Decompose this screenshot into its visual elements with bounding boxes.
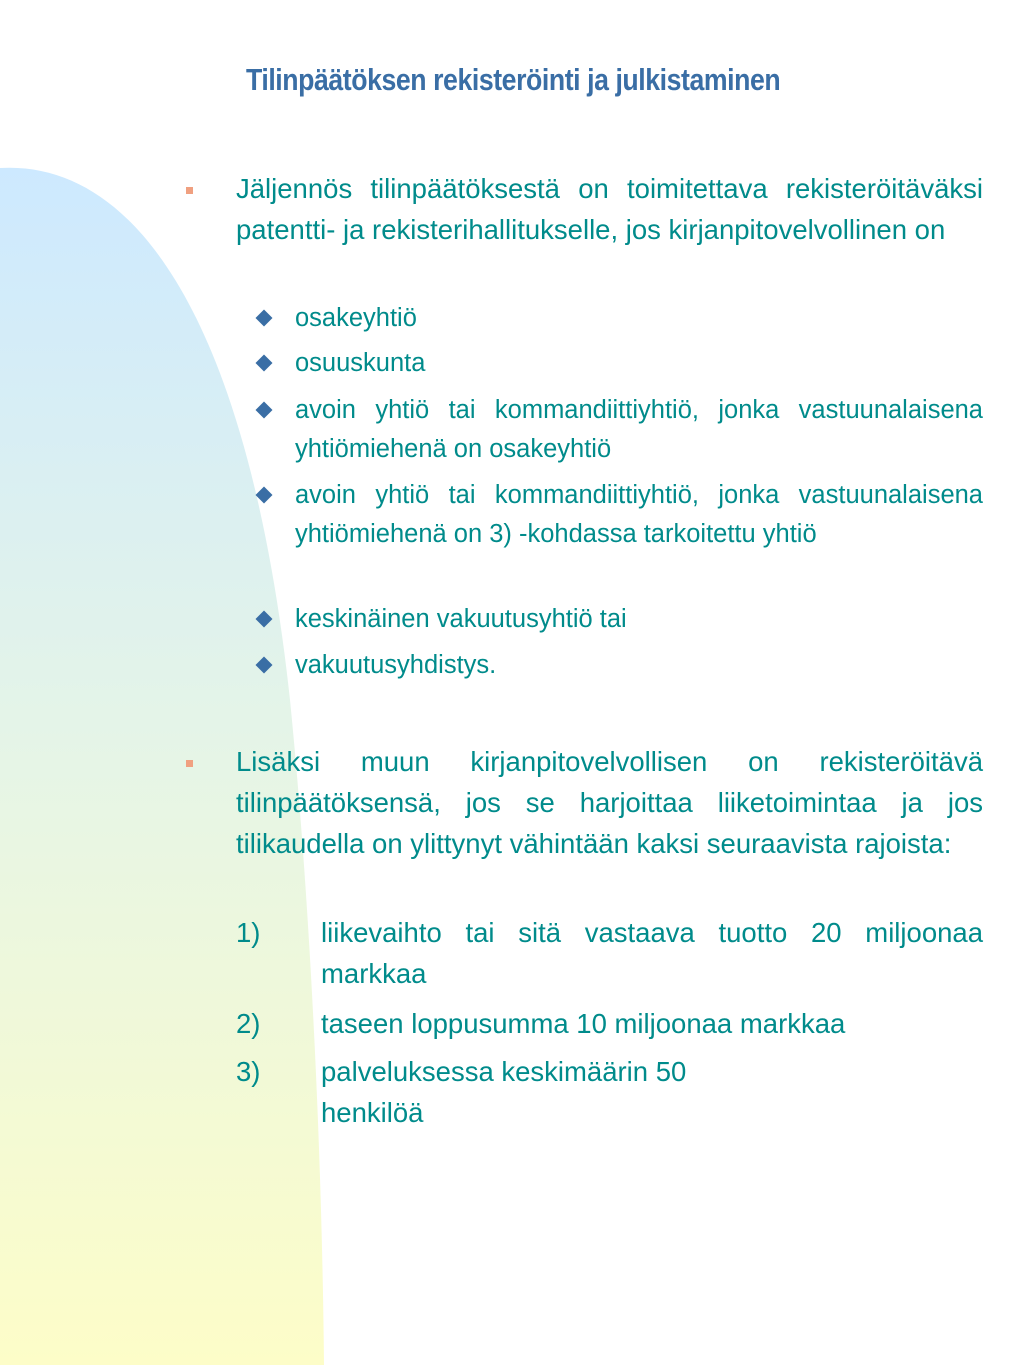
diamond-bullet-icon [256,310,273,327]
diamond-bullet-icon [256,402,273,419]
bullet-text: Jäljennös tilinpäätöksestä on toimitettava rekisteröitäväksi patentti- ja rekisterihallitukselle, jos kirjanpitovelvollinen on [236,173,983,245]
sub-bullet-text: keskinäinen vakuutusyhtiö tai [295,605,627,633]
list-number: 3) [236,1056,261,1087]
square-bullet-icon [186,187,193,194]
diamond-bullet-icon [256,355,273,372]
diamond-bullet-icon [256,487,273,504]
diamond-bullet-icon [256,657,273,674]
diamond-bullet-icon [256,611,273,628]
numbered-item-text: taseen loppusumma 10 miljoonaa markkaa [321,1008,846,1039]
sub-bullet-text: avoin yhtiö tai kommandiittiyhtiö, jonka vastuunalaisena yhtiömiehenä on 3) -kohdassa tarkoitettu yhtiö [295,481,983,548]
list-number: 2) [236,1008,261,1039]
square-bullet-icon [186,760,193,767]
sub-bullet-text: osuuskunta [295,349,426,377]
bullet-text: Lisäksi muun kirjanpitovelvollisen on rekisteröitävä tilinpäätöksensä, jos se harjoittaa liiketoimintaa ja jos tilikaudella on ylittynyt vähintään kaksi seuraavista rajoista: [236,746,983,859]
page-title: Tilinpäätöksen rekisteröinti ja julkistaminen [245,62,781,97]
list-number: 1) [236,917,261,948]
numbered-item-text: liikevaihto tai sitä vastaava tuotto 20 miljoonaa markkaa [321,917,983,989]
sub-bullet-text: osakeyhtiö [295,304,417,332]
sub-bullet-text: vakuutusyhdistys. [295,651,497,679]
numbered-item-text: palveluksessa keskimäärin 50 henkilöä [321,1056,687,1128]
sub-bullet-text: avoin yhtiö tai kommandiittiyhtiö, jonka vastuunalaisena yhtiömiehenä on osakeyhtiö [295,396,983,463]
